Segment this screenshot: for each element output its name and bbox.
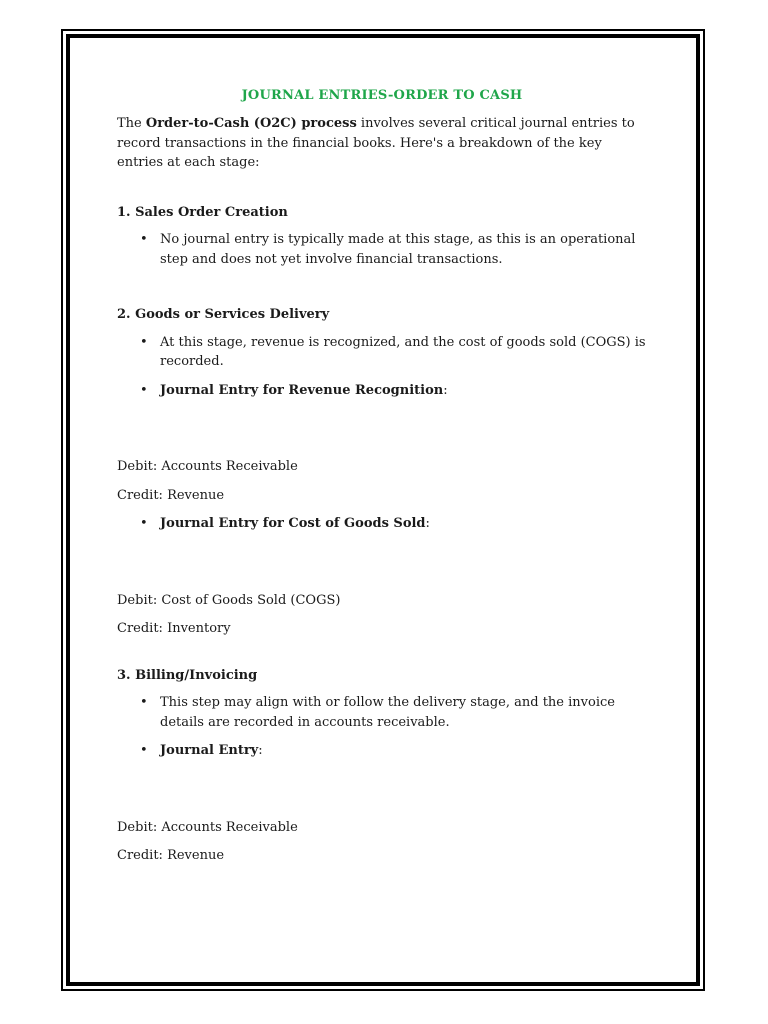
entry-label: Journal Entry	[160, 743, 259, 758]
credit-line: Credit: Revenue	[117, 487, 225, 503]
section-heading: 3. Billing/Invoicing	[117, 667, 258, 683]
list-item	[117, 741, 647, 761]
section-billing-invoicing	[117, 666, 647, 866]
document-title: JOURNAL ENTRIES-ORDER TO CASH	[241, 88, 523, 103]
list-item: • At this stage, revenue is recognized, and the cost of goods sold (COGS) is recorded.	[117, 333, 647, 372]
intro-rest: involves several critical journal entries to record transactions in the financial books. Here's a breakdown of the key entries at each stage:	[117, 116, 635, 170]
list-item	[117, 514, 647, 534]
list-item: • No journal entry is typically made at this stage, as this is an operational step and does not yet involve financial transactions.	[117, 230, 647, 269]
bullet-list	[117, 333, 647, 401]
intro-paragraph	[117, 114, 647, 173]
section-heading: 1. Sales Order Creation	[117, 204, 288, 220]
colon: :	[425, 516, 430, 531]
credit-line: Credit: Inventory	[117, 621, 231, 636]
section-heading: 2. Goods or Services Delivery	[117, 307, 330, 322]
bullet-list	[117, 514, 647, 534]
colon: :	[258, 743, 263, 758]
entry-label: Journal Entry for Cost of Goods Sold	[160, 516, 426, 531]
section-goods-services-delivery	[117, 305, 647, 639]
intro-prefix: The	[117, 116, 146, 131]
document-body	[117, 86, 647, 875]
list-item: • This step may align with or follow the delivery stage, and the invoice details are recorded in accounts receivable.	[117, 693, 647, 732]
intro-bold-term: Order-to-Cash (O2C) process	[145, 116, 357, 131]
bullet-list	[117, 693, 647, 761]
section-sales-order-creation	[117, 203, 647, 270]
credit-line: Credit: Revenue	[117, 848, 225, 863]
colon: :	[443, 382, 448, 398]
debit-line: Debit: Cost of Goods Sold (COGS)	[117, 592, 341, 608]
bullet-list	[117, 230, 647, 269]
list-item	[117, 381, 647, 401]
entry-label: Journal Entry for Revenue Recognition	[160, 382, 444, 398]
debit-line: Debit: Accounts Receivable	[117, 459, 298, 474]
debit-line: Debit: Accounts Receivable	[117, 819, 298, 835]
